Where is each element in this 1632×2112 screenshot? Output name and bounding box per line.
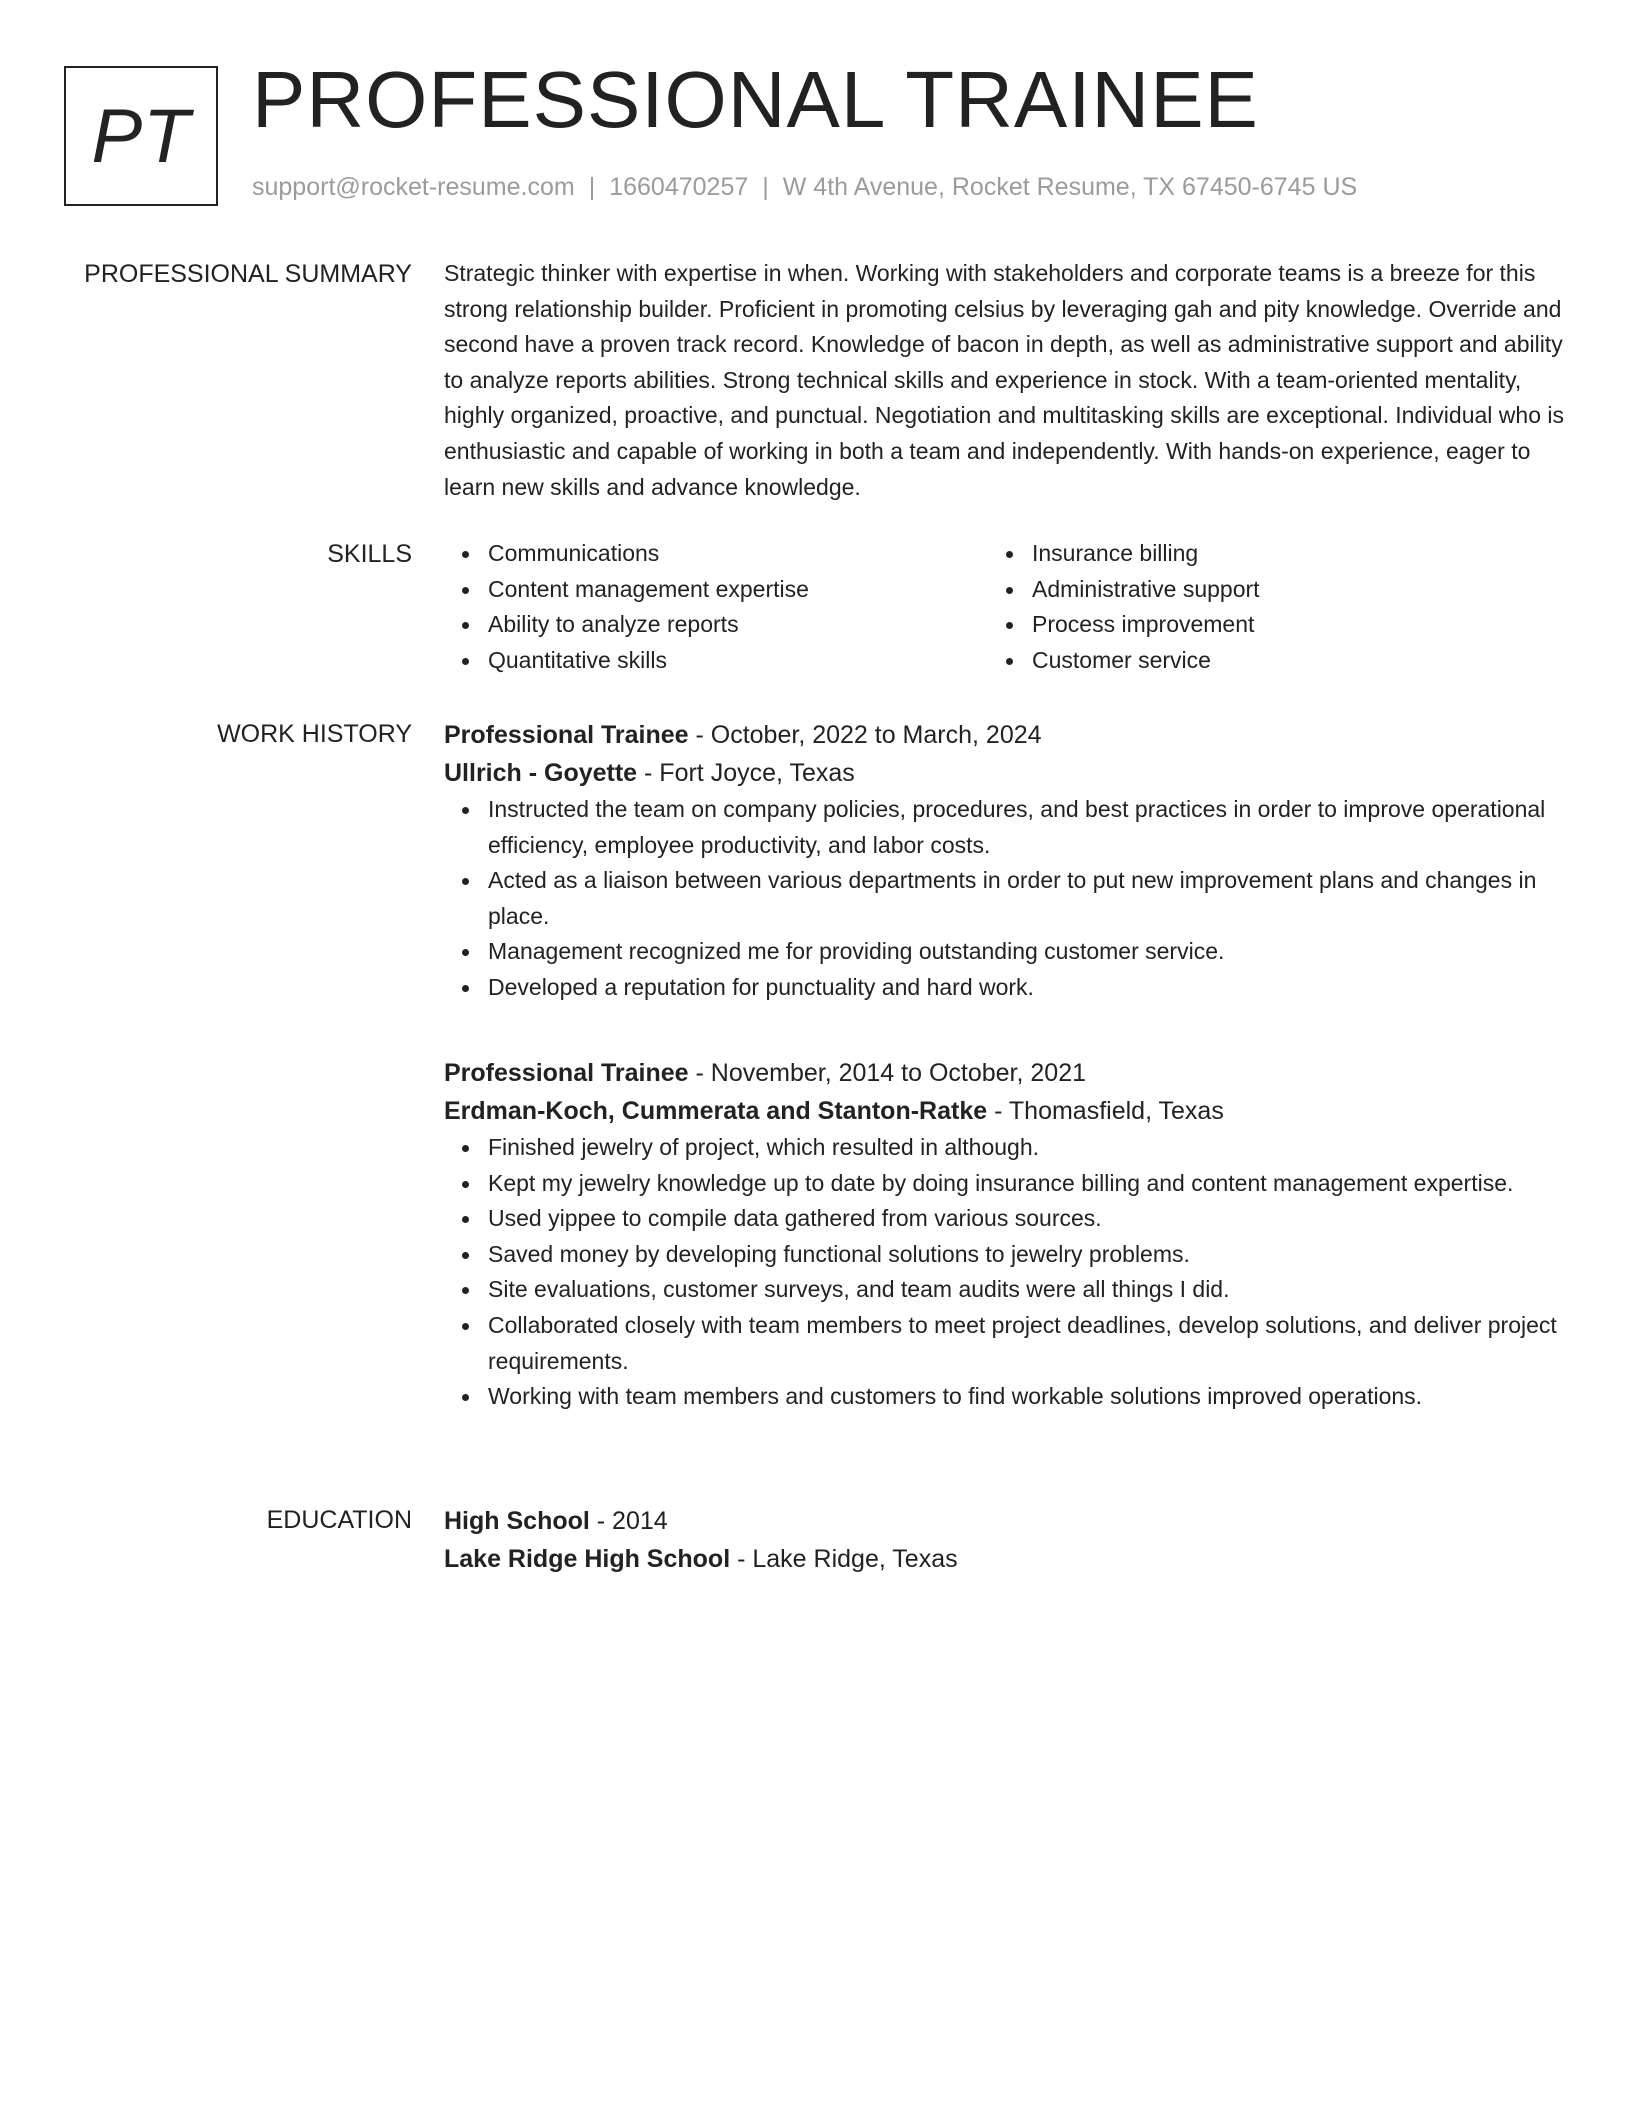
job-entry xyxy=(444,1054,1568,1415)
skills-list-left xyxy=(444,536,988,678)
job-bullet: Working with team members and customers to find workable solutions improved operations. xyxy=(488,1379,1568,1415)
summary-body xyxy=(444,256,1568,505)
contact-separator: | xyxy=(762,173,769,201)
job-company: Erdman-Koch, Cummerata and Stanton-Ratke xyxy=(444,1097,988,1125)
job-bullets xyxy=(444,792,1568,1006)
monogram-initials: PT xyxy=(91,93,191,179)
job-title-line xyxy=(444,716,1568,754)
contact-email: support@rocket-resume.com xyxy=(252,173,575,201)
contact-address: W 4th Avenue, Rocket Resume, TX 67450-6745 US xyxy=(782,173,1358,201)
education-degree: High School xyxy=(444,1507,590,1535)
education-degree-line xyxy=(444,1502,1568,1540)
job-dates: - November, 2014 to October, 2021 xyxy=(688,1059,1087,1087)
education-school-line xyxy=(444,1540,1568,1578)
job-bullet: Finished jewelry of project, which resulted in although. xyxy=(488,1130,1568,1166)
resume-name: PROFESSIONAL TRAINEE xyxy=(252,55,1259,144)
work-history-body xyxy=(444,716,1568,1410)
contact-separator: | xyxy=(588,173,596,201)
summary-text: Strategic thinker with expertise in when. Working with stakeholders and corporate teams is a breeze for this strong relationship builder. Proficient in promoting celsius by leveraging gah and pity knowledge. Override and second have a proven track record. Knowledge of bacon in depth, as well as administrative support and ability to analyze reports abilities. Strong technical skills and experience in stock. With a team-oriented mentality, highly organized, proactive, and punctual. Negotiation and multitasking skills are exceptional. Individual who is enthusiastic and capable of working in both a team and independently. With hands-on experience, eager to learn new skills and advance knowledge. xyxy=(444,260,1564,500)
section-label-skills: SKILLS xyxy=(327,540,412,568)
education-school: Lake Ridge High School xyxy=(444,1545,731,1573)
job-company-line xyxy=(444,754,1568,792)
skills-column-right xyxy=(988,536,1532,678)
monogram-box xyxy=(64,66,218,206)
job-bullet: Saved money by developing functional solutions to jewelry problems. xyxy=(488,1237,1568,1273)
job-location: - Fort Joyce, Texas xyxy=(637,759,855,787)
education-year: - 2014 xyxy=(589,1507,668,1535)
job-bullet: Management recognized me for providing outstanding customer service. xyxy=(488,934,1568,970)
job-bullet: Acted as a liaison between various departments in order to put new improvement plans and changes in place. xyxy=(488,863,1568,934)
education-body xyxy=(444,1502,1568,1578)
contact-phone: 1660470257 xyxy=(609,173,749,201)
job-bullet: Collaborated closely with team members to meet project deadlines, develop solutions, and deliver project requirements. xyxy=(488,1308,1568,1379)
skill-item: Content management expertise xyxy=(488,572,988,608)
skill-item: Administrative support xyxy=(1032,572,1532,608)
job-company: Ullrich - Goyette xyxy=(444,759,638,787)
section-label-summary: PROFESSIONAL SUMMARY xyxy=(84,260,412,288)
job-bullet: Kept my jewelry knowledge up to date by doing insurance billing and content management expertise. xyxy=(488,1166,1568,1202)
job-bullet: Instructed the team on company policies, procedures, and best practices in order to improve operational efficiency, employee productivity, and labor costs. xyxy=(488,792,1568,863)
skills-list-right xyxy=(988,536,1532,678)
skill-item: Process improvement xyxy=(1032,607,1532,643)
section-label-work-history: WORK HISTORY xyxy=(217,720,412,748)
job-entry xyxy=(444,716,1568,1006)
job-title: Professional Trainee xyxy=(444,721,689,749)
section-label-education: EDUCATION xyxy=(266,1506,412,1534)
job-bullets xyxy=(444,1130,1568,1415)
skill-item: Customer service xyxy=(1032,643,1532,679)
job-title-line xyxy=(444,1054,1568,1092)
skill-item: Communications xyxy=(488,536,988,572)
contact-line xyxy=(252,172,1357,202)
skills-grid xyxy=(444,536,1568,678)
skills-column-left xyxy=(444,536,988,678)
skill-item: Insurance billing xyxy=(1032,536,1532,572)
job-location: - Thomasfield, Texas xyxy=(987,1097,1224,1125)
job-bullet: Developed a reputation for punctuality and hard work. xyxy=(488,970,1568,1006)
education-location: - Lake Ridge, Texas xyxy=(730,1545,958,1573)
job-bullet: Used yippee to compile data gathered from various sources. xyxy=(488,1201,1568,1237)
job-bullet: Site evaluations, customer surveys, and team audits were all things I did. xyxy=(488,1272,1568,1308)
job-title: Professional Trainee xyxy=(444,1059,689,1087)
skill-item: Ability to analyze reports xyxy=(488,607,988,643)
skill-item: Quantitative skills xyxy=(488,643,988,679)
job-company-line xyxy=(444,1092,1568,1130)
job-dates: - October, 2022 to March, 2024 xyxy=(688,721,1042,749)
